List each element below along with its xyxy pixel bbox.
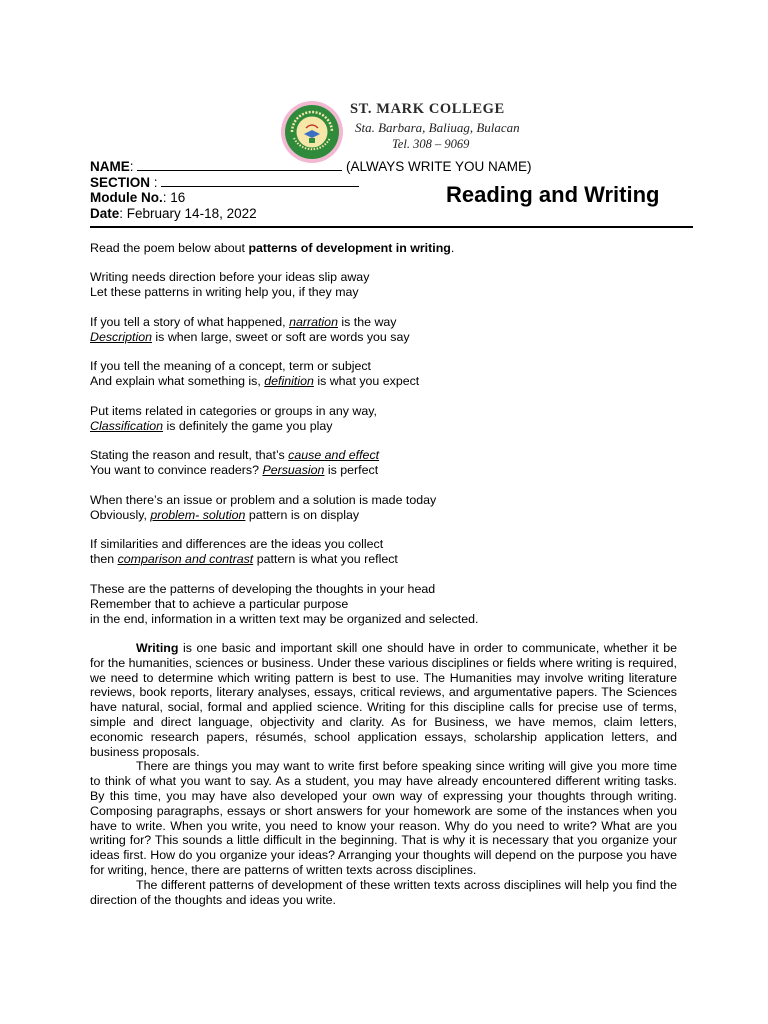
poem-text: is when large, sweet or soft are words you say — [151, 329, 410, 344]
pattern-term: cause and effect — [288, 448, 380, 462]
pattern-term: narration — [289, 314, 338, 329]
pattern-term: problem- solution — [150, 507, 246, 522]
poem-stanza — [90, 359, 478, 389]
poem-line: Remember that to achieve a particular purpose — [90, 596, 349, 611]
poem-text: then — [90, 552, 118, 566]
poem-stanza — [90, 315, 478, 345]
poem-line — [90, 419, 478, 434]
poem-text: Stating the reason and result, that’s — [90, 448, 289, 462]
pattern-term: comparison and contrast — [117, 552, 254, 566]
poem-line: Let these patterns in writing help you, if they may — [90, 285, 359, 299]
header-divider — [90, 226, 693, 228]
date-label: Date — [90, 206, 120, 221]
poem-line — [90, 330, 478, 345]
intro-end: . — [450, 241, 455, 255]
essay-body — [90, 641, 677, 907]
poem-text: If you tell a story of what happened, — [90, 314, 290, 329]
poem-stanza — [90, 404, 478, 434]
poem-stanza — [90, 493, 478, 523]
poem-line: If you tell the meaning of a concept, term or subject — [90, 359, 372, 373]
essay-keyword: Writing — [136, 641, 179, 655]
essay-paragraph — [90, 641, 677, 759]
poem-stanza — [90, 448, 478, 478]
intro-topic: patterns of development in writing — [248, 241, 451, 255]
poem-text: pattern is on display — [245, 507, 360, 522]
poem-line — [90, 552, 478, 567]
poem-text: is definitely the game you play — [163, 418, 333, 433]
pattern-term: Classification — [90, 418, 163, 433]
poem-line — [90, 448, 478, 463]
poem-line — [90, 374, 478, 389]
intro-instruction — [90, 241, 454, 255]
poem-line — [90, 508, 478, 523]
essay-text: is one basic and important skill one should have in order to communicate, whether it be for the humanities, sciences or business. Under these various disciplines or fields where writing is required, we need to determine which writing pattern is best to use. The Humanities may involve writing literature reviews, book reports, literary analyses, essays, critical reviews, and argumentative papers. The Sciences have natural, social, formal and applied science. Writing for this discipline calls for precise use of terms, simple and direct language, objectivity and clarity. As for Business, we have memos, claim letters, economic research papers, résumés, school application essays, scholarship application letters, and business proposals. — [90, 641, 677, 759]
college-address: Sta. Barbara, Baliuag, Bulacan — [355, 120, 520, 135]
section-field-row: SECTION : — [90, 174, 359, 191]
college-seal-logo — [280, 100, 344, 164]
poem-line — [90, 315, 478, 330]
poem-stanza — [90, 537, 478, 567]
college-name: ST. MARK COLLEGE — [350, 101, 505, 117]
date-field-row: Date: February 14-18, 2022 — [90, 206, 257, 221]
poem-text: is perfect — [324, 463, 379, 477]
pattern-term: Persuasion — [262, 463, 325, 477]
essay-paragraph: The different patterns of development of these written texts across disciplines will help you find the direction of the thoughts and ideas you write. — [90, 877, 677, 907]
college-header — [350, 101, 520, 152]
module-field-row: Module No.: 16 — [90, 190, 186, 205]
poem-line: Writing needs direction before your ideas slip away — [90, 270, 370, 284]
module-number: 16 — [170, 190, 186, 205]
poem-stanza — [90, 270, 478, 300]
name-label: NAME — [90, 159, 130, 174]
name-blank-line[interactable] — [137, 158, 342, 171]
name-field-row: NAME: (ALWAYS WRITE YOU NAME) — [90, 159, 532, 174]
college-telephone: Tel. 308 – 9069 — [392, 137, 470, 151]
poem-stanza — [90, 582, 478, 627]
poem — [90, 270, 478, 641]
essay-paragraph: There are things you may want to write first before speaking since writing will give you more time to think of what you want to say. As a student, you may have already encountered different writing tasks. By this time, you may have also developed your own way of expressing your thoughts through writing. Composing paragraphs, essays or short answers for your homework are some of the instances when you have to write. When you write, you need to know your reason. Why do you need to write? What are you writing for? This sounds a little difficult in the beginning. That is why it is necessary that you organize your ideas first. How do you organize your ideas? Arranging your thoughts will depend on the purpose you have for writing, hence, there are patterns of written texts across disciplines. — [90, 759, 677, 877]
poem-text: And explain what something is, — [90, 374, 265, 388]
intro-text: Read the poem below about — [90, 241, 249, 255]
poem-line: Put items related in categories or groups in any way, — [90, 403, 377, 418]
pattern-term: Description — [90, 329, 152, 344]
poem-line: If similarities and differences are the ideas you collect — [90, 537, 384, 551]
date-value: February 14-18, 2022 — [126, 206, 257, 221]
poem-text: is the way — [337, 314, 397, 329]
poem-text: You want to convince readers? — [90, 463, 263, 477]
poem-line: When there’s an issue or problem and a solution is made today — [90, 492, 437, 507]
poem-text: Obviously, — [90, 507, 151, 522]
poem-text: is what you expect — [313, 374, 420, 388]
poem-line — [90, 463, 478, 478]
pattern-term: definition — [264, 374, 314, 388]
module-label: Module No. — [90, 190, 163, 205]
subject-title: Reading and Writing — [446, 182, 660, 207]
poem-line: in the end, information in a written text may be organized and selected. — [90, 611, 479, 626]
name-note: (ALWAYS WRITE YOU NAME) — [346, 159, 532, 174]
poem-line: These are the patterns of developing the thoughts in your head — [90, 581, 436, 596]
poem-text: pattern is what you reflect — [253, 552, 398, 566]
section-label: SECTION — [90, 175, 151, 190]
section-blank-line[interactable] — [161, 174, 359, 187]
